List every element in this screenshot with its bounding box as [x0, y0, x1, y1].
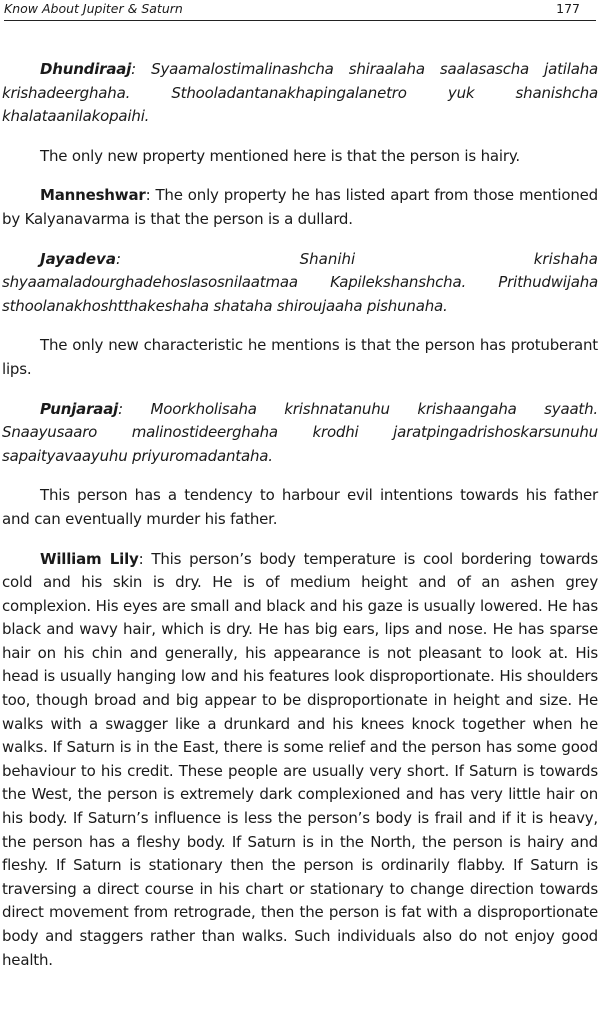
- paragraph-manneshwar: [2, 184, 598, 231]
- separator: :: [131, 60, 137, 78]
- text-william-lily: This person’s body temperature is cool bordering towards cold and his skin is dry. He is of medium height and of an ashen grey complexion. His eyes are small and black and his gaze is usually lowered. He has black and wavy hair, which is dry. He has big ears, lips and nose. He has sparse hair on his chin and generally, his appearance is not pleasant to look at. His head is usually hanging low and his features look disproportionate. His shoulders too, though broad and big appear to be disproportionate in height and size. He walks with a swagger like a drunkard and his knees knock together when he walks. If Saturn is in the East, there is some relief and the person has some good behaviour to his credit. These people are usually very short. If Saturn is towards the West, the person is extremely dark complexioned and has very little hair on his body. If Saturn’s influence is less the person’s body is frail and if it is heavy, the person has a fleshy body. If Saturn is in the North, the person is hairy and fleshy. If Saturn is stationary then the person is ordinarily flabby. If Saturn is traversing a direct course in his chart or stationary to change direction towards direct movement from retrograde, then the person is fat with a disproportionate body and staggers rather than walks. Such individuals also do not enjoy good health.: [2, 549, 598, 969]
- jayadeva-first-line: [2, 248, 598, 272]
- author-name-dhundiraaj: Dhundiraaj: [40, 60, 132, 78]
- sanskrit-text-punjaraaj: Moorkholisaha krishnatanuhu krishaangaha syaath. Snaayusaaro malinostideerghaha krodhi jaratpingadrishoskarsunuhu sapaityavaayuhu priyuromadantaha.: [2, 399, 598, 465]
- paragraph-father: This person has a tendency to harbour evil intentions towards his father and can eventually murder his father.: [2, 486, 598, 528]
- paragraph-punjaraaj: [2, 398, 598, 469]
- author-name-william-lily: William Lily: [40, 549, 139, 568]
- jayadeva-word-2: krishaha: [533, 249, 598, 268]
- paragraph-jayadeva: [2, 248, 598, 319]
- separator: :: [145, 186, 151, 205]
- sanskrit-text-dhundiraaj: Syaamalostimalinashcha shiraalaha saalasascha jatilaha krishadeerghaha. Sthooladantanakhapingalanetro yuk shanishcha khalataanilakopaihi.: [2, 60, 599, 126]
- paragraph-william-lily: [2, 548, 598, 973]
- author-name-punjaraaj: Punjaraaj: [40, 399, 119, 418]
- paragraph-lips: The only new characteristic he mentions is that the person has protuberant lips.: [2, 336, 598, 378]
- page-number: 177: [556, 1, 580, 16]
- separator: :: [138, 549, 144, 568]
- sanskrit-text-jayadeva: shyaamaladourghadehoslasosnilaatmaa Kapilekshanshcha. Prithudwijaha sthoolanakhoshtthakeshaha shataha shiroujaaha pishunaha.: [2, 273, 598, 315]
- running-header: [4, 0, 594, 18]
- jayadeva-word-1: Shanihi: [299, 249, 356, 268]
- header-rule: [4, 20, 596, 21]
- text-manneshwar: The only property he has listed apart from those mentioned by Kalyanavarma is that the person is a dullard.: [2, 186, 598, 228]
- page-body: [2, 58, 598, 972]
- separator: :: [115, 249, 122, 268]
- book-title: Know About Jupiter & Saturn: [4, 1, 183, 16]
- author-name-manneshwar: Manneshwar: [40, 186, 146, 205]
- separator: :: [118, 399, 123, 418]
- author-name-jayadeva: Jayadeva: [40, 249, 116, 268]
- paragraph-dhundiraaj: [2, 58, 598, 129]
- paragraph-hairy: The only new property mentioned here is that the person is hairy.: [40, 146, 520, 165]
